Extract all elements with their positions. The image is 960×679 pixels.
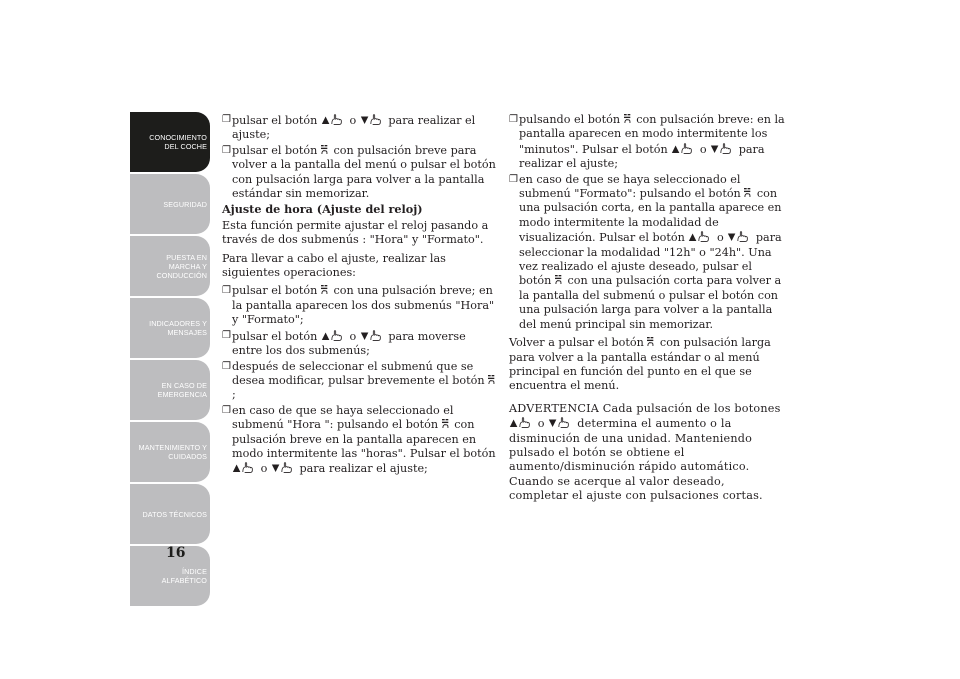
list-item: ❐ en caso de que se haya seleccionado el submenú "Hora ": pulsando el botón con pulsación breve en la pantalla aparecen en modo intermitente las "horas". Pulsar el botón o para realizar el ajuste; xyxy=(222,403,496,476)
up-button-icon xyxy=(232,461,257,473)
down-button-icon xyxy=(710,142,735,154)
tab-mantenimiento-y-cuidados[interactable]: MANTENIMIENTO Y CUIDADOS xyxy=(130,422,210,482)
menu-button-icon xyxy=(488,374,497,385)
down-button-icon xyxy=(271,461,296,473)
list-item: ❐ después de seleccionar el submenú que se desea modificar, pulsar brevemente el botón ; xyxy=(222,360,498,403)
up-button-icon xyxy=(509,416,534,428)
bullet-icon: ❐ xyxy=(222,360,231,372)
tab-puesta-en-marcha[interactable]: PUESTA EN MARCHA Y CONDUCCIÓN xyxy=(130,236,210,296)
bullet-icon: ❐ xyxy=(222,114,231,125)
tab-indicadores-y-mensajes[interactable]: INDICADORES Y MENSAJES xyxy=(130,298,210,358)
menu-button-icon xyxy=(744,187,753,198)
tab-en-caso-de-emergencia[interactable]: EN CASO DE EMERGENCIA xyxy=(130,360,210,420)
up-button-icon xyxy=(321,329,346,341)
tab-datos-tecnicos[interactable]: DATOS TÉCNICOS xyxy=(130,484,210,544)
menu-button-icon xyxy=(321,144,330,155)
list-item: ❐ pulsar el botón con pulsación breve para volver a la pantalla del menú o pulsar el botón con pulsación larga para volver a la pantalla estándar sin memorizar. xyxy=(222,143,496,201)
menu-button-icon xyxy=(442,418,451,429)
tab-indice-alfabetico[interactable]: ÍNDICE ALFABÉTICO xyxy=(130,546,210,606)
menu-button-icon xyxy=(321,284,330,295)
paragraph: Para llevar a cabo el ajuste, realizar las siguientes operaciones: xyxy=(222,251,446,280)
paragraph: Esta función permite ajustar el reloj pasando a través de dos submenús : "Hora" y "Formato". xyxy=(222,218,489,247)
menu-button-icon xyxy=(624,113,633,124)
down-button-icon xyxy=(548,416,573,428)
list-item: ❐ pulsar el botón o para realizar el ajuste; xyxy=(222,114,476,142)
list-item: ❐ en caso de que se haya seleccionado el submenú "Formato": pulsando el botón con una pulsación corta, en la pantalla aparece en modo intermitente la modalidad de visualización. Pulsar el botón o para seleccionar la modalidad "12h" o "24h". Una vez realizado el ajuste deseado, pulsar el botón con una pulsación corta para volver a la pantalla del submenú o pulsar el botón con una pulsación larga para volver a la pantalla del menú principal sin memorizar. xyxy=(509,172,782,331)
menu-button-icon xyxy=(647,336,656,347)
bullet-icon: ❐ xyxy=(509,173,518,185)
tab-conocimiento-del-coche[interactable]: CONOCIMIENTO DEL COCHE xyxy=(130,112,210,172)
list-item: ❐ pulsar el botón o para moverse entre los dos submenús; xyxy=(222,329,466,358)
section-heading: Ajuste de hora (Ajuste del reloj) xyxy=(222,202,423,217)
warning-paragraph: ADVERTENCIA Cada pulsación de los botones o determina el aumento o la disminución de una unidad. Manteniendo pulsado el botón se obtiene el aumento/disminución rápido automático. Cuando se acerque al valor deseado, completar el ajuste con pulsaciones cortas. xyxy=(509,401,781,503)
down-button-icon xyxy=(360,329,385,341)
paragraph: Volver a pulsar el botón con pulsación larga para volver a la pantalla estándar o al menú principal en función del punto en el que se encuentra el menú. xyxy=(509,336,771,393)
down-button-icon xyxy=(727,230,752,242)
bullet-icon: ❐ xyxy=(222,404,231,416)
page-number: 16 xyxy=(166,545,186,561)
bullet-icon: ❐ xyxy=(222,285,231,297)
bullet-icon: ❐ xyxy=(222,329,231,341)
list-item: ❐ pulsar el botón con una pulsación breve; en la pantalla aparecen los dos submenús "Hora" y "Formato"; xyxy=(222,284,495,327)
left-column xyxy=(222,113,498,478)
down-button-icon xyxy=(360,113,385,125)
up-button-icon xyxy=(321,113,346,125)
list-item: ❐ pulsando el botón con pulsación breve: en la pantalla aparecen en modo intermitente los "minutos". Pulsar el botón o para realizar el ajuste; xyxy=(509,113,785,171)
up-button-icon xyxy=(688,230,713,242)
menu-button-icon xyxy=(555,274,564,285)
up-button-icon xyxy=(671,142,696,154)
bullet-icon: ❐ xyxy=(509,114,518,125)
tab-seguridad[interactable]: SEGURIDAD xyxy=(130,174,210,234)
bullet-icon: ❐ xyxy=(222,144,231,156)
right-column xyxy=(509,113,785,508)
